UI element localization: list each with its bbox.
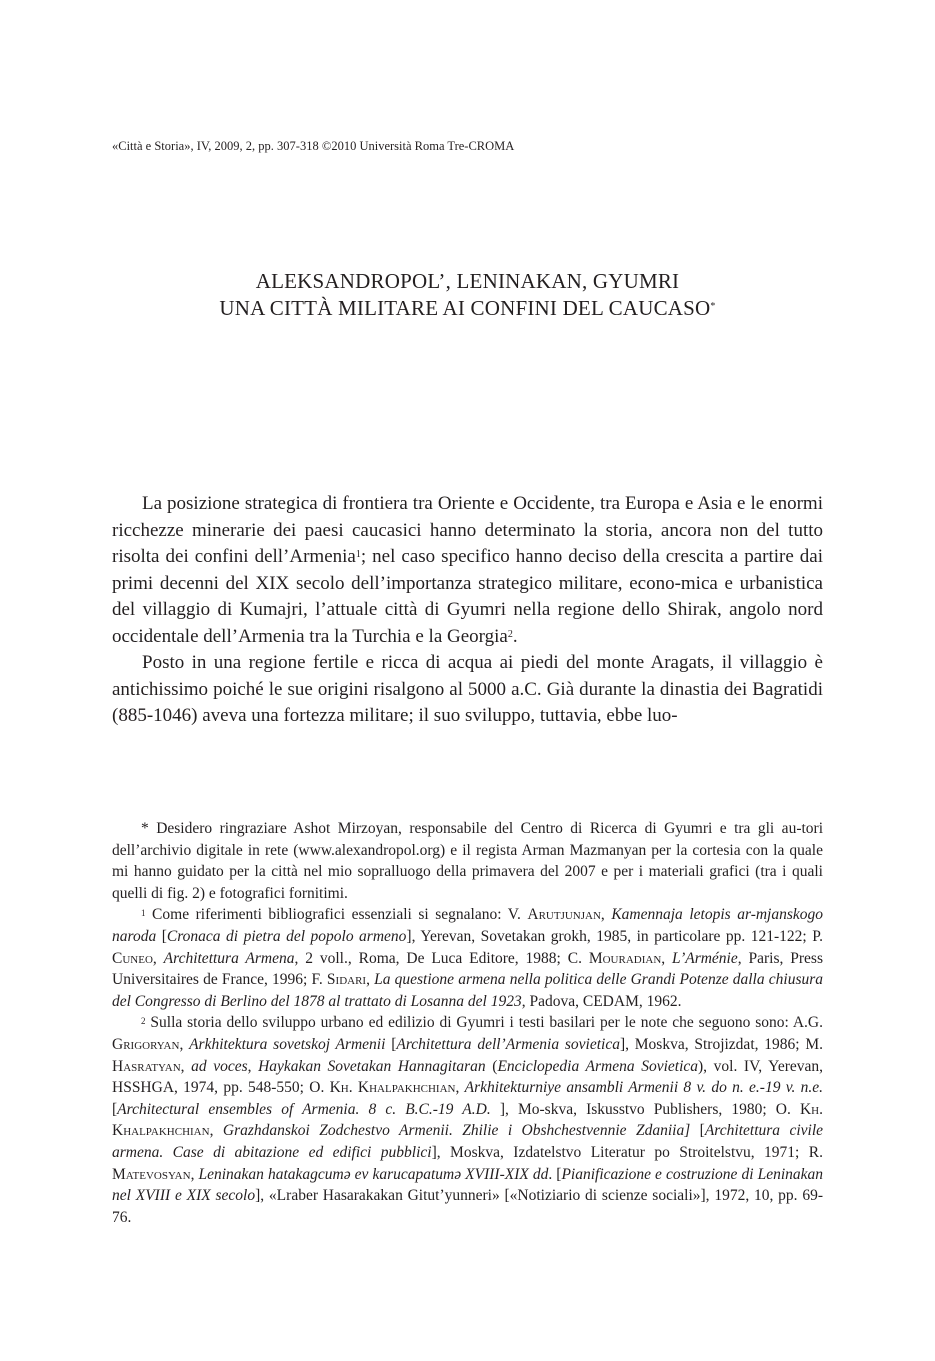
footnote-2-work: Grazhdanskoi Zodchestvo Armenii. Zhilie i Obshchestvennie Zdaniia] (222, 1122, 691, 1140)
footnote-2-text: [ (690, 1122, 705, 1140)
footnote-1-text: , Paris, Press Universitaires de France, 1996; F. (112, 949, 823, 989)
footnote-2-text: [ (385, 1035, 397, 1053)
title-note-mark[interactable]: * (710, 301, 716, 312)
footnote-2-work: Enciclopedia Armena Sovietica (497, 1057, 699, 1075)
footnote-star (112, 818, 823, 904)
footnote-2-author: Grigoryan (112, 1035, 180, 1053)
running-head: «Città e Storia», IV, 2009, 2, pp. 307-318 ©2010 Università Roma Tre-CROMA (112, 139, 515, 153)
footnote-2-text: ], Moskva, Strojizdat, 1986; M. (619, 1035, 823, 1053)
footnote-2-work: Architettura dell’Armenia sovietica (396, 1035, 620, 1053)
footnote-2 (112, 1012, 823, 1228)
title-line-2 (112, 295, 823, 322)
footnote-2-author: Hasratyan (112, 1057, 181, 1075)
footnote-2-text: ), vol. IV, Yerevan, HSSHGA, 1974, pp. 548-550; O. (112, 1057, 823, 1097)
paragraph-1-part-c: . (512, 625, 518, 647)
footnote-1-work: L’Arménie (672, 949, 738, 967)
footnote-1-work: La questione armena nella politica delle Grandi Potenze dalla chiusura del Congresso di Berlino del 1878 al trattato di Losanna del 1923 (112, 971, 824, 1010)
footnote-1-author: Cuneo (112, 949, 153, 967)
paragraph-1-part-b: ; nel caso specifico hanno deciso della crescita a partire dai primi decenni del XIX secolo dell’importanza strategico militare, econo-mica e urbanistica del villaggio di Kumajri, l’attuale città di Gyumri nella regione dello Shirak, angolo nord occidentale dell’Armenia tra la Turchia e la Georgia (112, 546, 824, 647)
footnote-2-work: Arkhitektura sovetskoj Armenii (189, 1035, 386, 1053)
footnote-star-mark: * (141, 820, 149, 837)
footnote-2-work: Architettura civile armena. Case di abitazione ed edifici pubblici (112, 1122, 824, 1161)
footnote-1-author: Arutjunjan (527, 906, 601, 924)
footnote-2-mark: 2 (141, 1016, 146, 1027)
footnote-2-text: ( (485, 1057, 498, 1075)
footnote-2-text: , (179, 1035, 190, 1053)
footnote-1-text: , (661, 949, 673, 967)
paragraph-1 (112, 491, 823, 650)
footnote-1 (112, 904, 823, 1012)
footnote-1-text: Come riferimenti bibliografici essenziali si segnalano: V. (152, 906, 528, 924)
footnote-1-text: , Padova, CEDAM, 1962. (521, 992, 682, 1010)
title-line-2-text: UNA CITTÀ MILITARE AI CONFINI DEL CAUCASO (219, 296, 711, 320)
footnote-1-text: , (152, 949, 164, 967)
footnote-2-text: , (190, 1165, 199, 1183)
footnote-1-text: , (600, 906, 612, 924)
footnote-2-work: ad voces (191, 1057, 248, 1075)
footnote-1-text: ], Yerevan, Sovetakan grokh, 1985, in particolare pp. 121-122; P. (406, 927, 823, 945)
footnote-2-text: ], Moskva, Izdatelstvo Literatur po Stroitelstvu, 1971; R. (431, 1143, 823, 1161)
footnote-2-text: , (455, 1079, 465, 1097)
footnote-2-work: Arkhitekturniye ansambli Armenii 8 v. do n. e.-19 v. n.e. (464, 1079, 824, 1097)
footnote-2-text: , (247, 1057, 259, 1075)
paragraph-2: Posto in una regione fertile e ricca di acqua ai piedi del monte Aragats, il villaggio è antichissimo poiché le sue origini risalgono al 5000 a.C. Già durante la dinastia dei Bagratidi (885-1046) aveva una fortezza militare; il suo sviluppo, tuttavia, ebbe luo- (112, 652, 823, 726)
footnote-1-text: [ (156, 927, 167, 945)
footnote-1-work: Kamennaja letopis ar-mjanskogo naroda (112, 906, 824, 945)
footnote-2-work: Pianificazione e costruzione di Leninakan nel XVIII e XIX secolo (112, 1165, 824, 1205)
article-title (112, 268, 823, 322)
footnote-2-author: Matevosyan (112, 1165, 191, 1183)
footnote-2-text: [ (112, 1100, 118, 1118)
footnote-2-text: , (209, 1122, 223, 1140)
footnotes (112, 818, 823, 1228)
footnote-2-work: Haykakan Sovetakan Hannagitaran (258, 1057, 486, 1075)
body-text (112, 491, 823, 730)
footnote-2-text: Sulla storia dello sviluppo urbano ed edilizio di Gyumri i testi basilari per le note che seguono sono: A.G. (150, 1014, 823, 1032)
footnote-1-mark: 1 (141, 908, 146, 919)
footnote-2-text: , (180, 1057, 192, 1075)
footnote-star-text: Desidero ringraziare Ashot Mirzoyan, responsabile del Centro di Ricerca di Gyumri e tra gli au-tori dell’archivio digitale in rete (www.alexandropol.org) e il regista Arman Mazmanyan per la cortesia con la quale mi hanno guidato per la città nel mio sopralluogo della primavera del 2007 e per i materiali grafici (tra i quali quelli di fig. 2) e fotografici fornitimi. (112, 820, 824, 902)
footnote-1-work: Cronaca di pietra del popolo armeno (166, 927, 407, 945)
title-line-1: ALEKSANDROPOL’, LENINAKAN, GYUMRI (255, 269, 680, 293)
footnote-2-author: Kh. Khalpakhchian (112, 1100, 823, 1140)
footnote-2-text: ], Mo-skva, Iskusstvo Publishers, 1980; O. (490, 1100, 800, 1118)
footnote-1-work: Architettura Armena (163, 949, 295, 967)
paragraph-1-part-a: La posizione strategica di frontiera tra Oriente e Occidente, tra Europa e Asia e le enormi ricchezze minerarie dei paesi caucasici hanno determinato la storia, ancora non del tutto risolta dei confini dell’Armenia (112, 493, 823, 567)
footnote-ref-1[interactable]: 1 (355, 549, 361, 560)
footnote-2-text: . [ (548, 1165, 562, 1183)
footnote-2-author: Kh. Khalpakhchian (329, 1079, 456, 1097)
footnote-ref-2[interactable]: 2 (507, 628, 513, 640)
footnote-1-author: Mouradian (588, 949, 662, 967)
footnote-2-work: Leninakan hatakagcumə ev karucapatumə XVIII-XIX dd (198, 1165, 549, 1183)
footnote-1-text: , (366, 971, 375, 989)
footnote-1-author: Sidari (326, 971, 367, 989)
footnote-2-work: Architectural ensembles of Armenia. 8 c. B.C.-19 A.D. (117, 1100, 491, 1118)
footnote-2-text: ], «Lraber Hasarakakan Gitut’yunneri» [«Notiziario di scienze sociali»], 1972, 10, pp. 69-76. (112, 1187, 823, 1226)
footnote-1-text: , 2 voll., Roma, De Luca Editore, 1988; C. (294, 949, 589, 967)
